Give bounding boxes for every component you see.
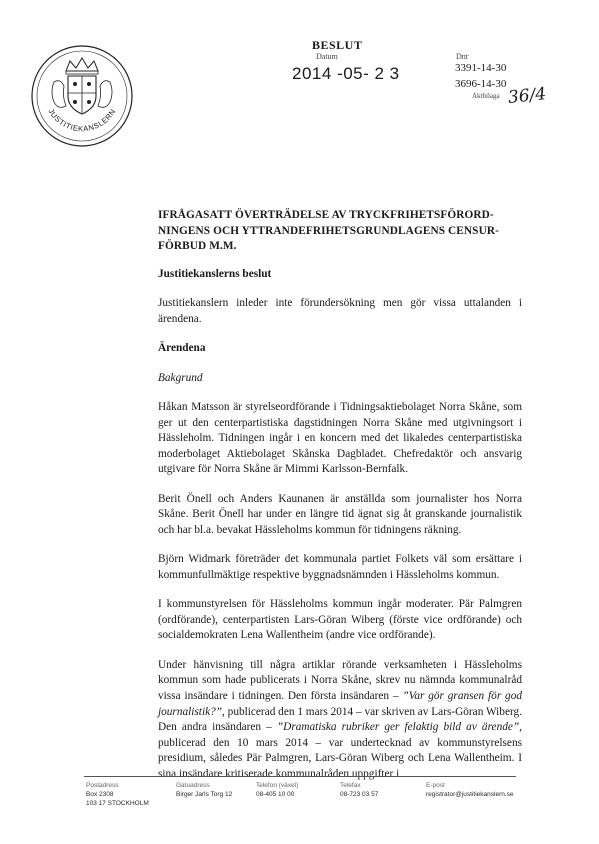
footer-label: E-post xyxy=(426,782,445,789)
footer-epost xyxy=(426,782,514,800)
text-run: , publicerad den 10 mars 2014 – var undertecknad av kommunstyrelsens presidium, således Pär Palmgren, Lars-Göran Wiberg och Lena Wallentheim. I sina insändare kritiserade kommunalråden uppgifter i xyxy=(158,721,522,780)
footer-label: Postadress xyxy=(86,782,119,789)
subsection-background: Bakgrund xyxy=(158,371,203,384)
paragraph: I kommunstyrelsen för Hässleholms kommun ingår moderater. Pär Palmgren (ordförande), centerpartisten Lars-Göran Wiberg (förste vice ordförande) och socialdemokraten Lena Wallentheim (andre vice ordförande). xyxy=(158,598,522,642)
footer-value: Box 2308 xyxy=(86,790,114,798)
paragraph-letters xyxy=(158,658,522,783)
date-label: Datum xyxy=(316,52,338,61)
paragraph: Berit Önell och Anders Kaunanen är anställda som journalister hos Norra Skåne. Berit Önell har under en längre tid ägnat sig åt granskande journalistik och har bl.a. bevakat Hässleholms kommun för tidningens räkning. xyxy=(158,492,522,536)
footer-value: 103 17 STOCKHOLM xyxy=(86,799,149,807)
footer-telefon xyxy=(256,782,298,800)
footer-gatuadress xyxy=(176,782,232,800)
paragraph: Björn Widmark företräder det kommunala partiet Folkets väl som ersättare i kommunfullmäktige respektive byggnadsnämnden i Hässleholms kommun. xyxy=(158,553,522,581)
paragraph: Håkan Matsson är styrelseordförande i Tidningsaktiebolaget Norra Skåne, som ger ut den centerpartistiska dagstidningen Norra Skåne med utgivningsort i Hässleholm. Tidningen ingår i en koncern med det likaledes centerpartistiska moderbolaget Aktiebolaget Skånska Dagbladet. Chefredaktör och ansvarig utgivare för Norra Skåne är Mimmi Karlsson-Bernfalk. xyxy=(158,400,522,476)
aktbilaga-label: Aktbilaga xyxy=(472,92,500,100)
footer-label: Telefax xyxy=(340,782,361,789)
text-run: Under hänvisning till några artiklar rörande verksamheten i Hässleholms kommun som hade publicerats i Norra Skåne, skrev nu nämnda kommunalråd vissa insändare i tidningen. Den första insändaren – xyxy=(158,658,522,703)
letter-title-2: ”Dramatiska rubriker ger felaktig bild av ärende” xyxy=(276,721,520,734)
document-body xyxy=(158,208,522,796)
date-stamp: 2014 -05- 2 3 xyxy=(292,64,400,83)
footer-postadress xyxy=(86,782,149,808)
justitiekanslern-seal xyxy=(30,44,134,148)
section-heading-decision: Justitiekanslerns beslut xyxy=(158,267,272,280)
document-title: IFRÅGASATT ÖVERTRÄDELSE AV TRYCKFRIHETSFÖRORD-NINGENS OCH YTTRANDEFRIHETSGRUNDLAGENS CENSUR-FÖRBUD M.M. xyxy=(158,209,499,253)
dnr-number-1: 3391-14-30 xyxy=(455,62,507,74)
document-type: BESLUT xyxy=(312,38,363,52)
footer-label: Telefon (växel) xyxy=(256,782,299,789)
decision-text: Justitiekanslern inleder inte förundersökning men gör vissa uttalanden i ärendena. xyxy=(158,297,522,325)
footer-telefax xyxy=(340,782,378,800)
section-heading-cases: Ärendena xyxy=(158,342,206,355)
text-run: , publicerad den 1 mars 2014 – var skriven av Lars-Göran Wiberg. Den andra insändaren – xyxy=(158,705,523,734)
footer-label: Gatuadress xyxy=(176,782,210,789)
footer-value: 08-723 03 57 xyxy=(340,790,379,798)
dnr-number-2: 3696-14-30 xyxy=(455,78,507,90)
aktbilaga-handwritten: 36/4 xyxy=(507,84,548,108)
svg-text:JUSTITIEKANSLERN: JUSTITIEKANSLERN xyxy=(46,107,118,134)
footer-value: registrator@justitiekanslern.se xyxy=(426,790,514,798)
letter-title-1: ”Var gör gransen för god journalistik?” xyxy=(158,690,523,718)
footer-divider xyxy=(84,776,516,777)
dnr-label: Dnr xyxy=(456,52,469,61)
footer-value: Birger Jarls Torg 12 xyxy=(176,790,233,798)
footer-value: 08-405 10 00 xyxy=(256,790,295,798)
